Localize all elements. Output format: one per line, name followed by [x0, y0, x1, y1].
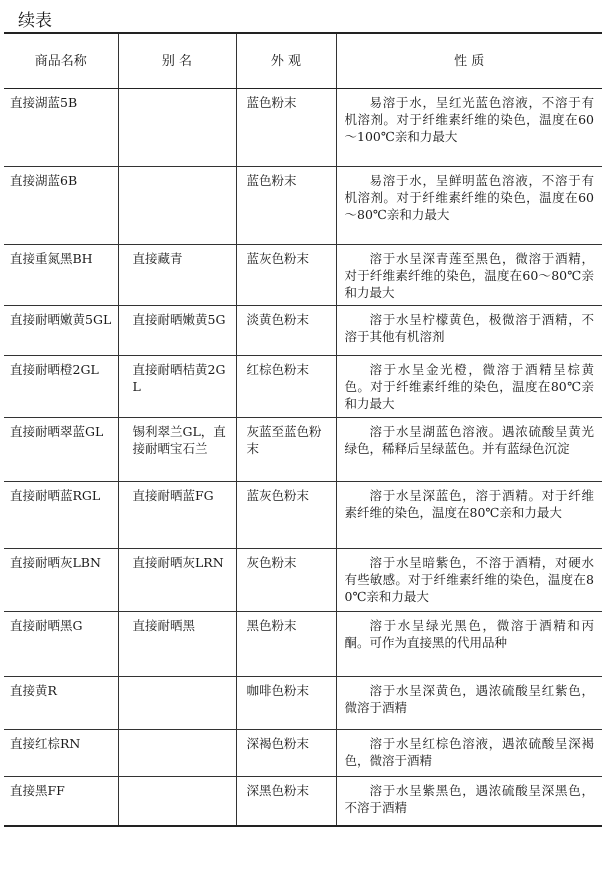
dye-table: [4, 32, 602, 827]
cell-product-name: 直接耐晒蓝RGL: [4, 482, 118, 549]
table-row: [4, 612, 602, 677]
header-properties: 性 质: [336, 33, 602, 89]
cell-alias: 直接耐晒嫩黄5G: [118, 306, 236, 356]
cell-product-name: 直接耐晒黑G: [4, 612, 118, 677]
cell-alias: 直接藏青: [118, 245, 236, 306]
cell-product-name: 直接耐晒嫩黄5GL: [4, 306, 118, 356]
cell-product-name: 直接湖蓝5B: [4, 89, 118, 167]
table-row: [4, 482, 602, 549]
cell-alias: 直接耐晒黑: [118, 612, 236, 677]
cell-product-name: 直接红棕RN: [4, 730, 118, 777]
table-row: [4, 306, 602, 356]
cell-alias: [118, 730, 236, 777]
cell-properties: 易溶于水，呈鲜明蓝色溶液，不溶于有机溶剂。对于纤维素纤维的染色，温度在60～80℃亲和力最大: [336, 167, 602, 245]
cell-appearance: 黑色粉末: [236, 612, 336, 677]
table-row: [4, 356, 602, 418]
table-row: [4, 549, 602, 612]
cell-product-name: 直接湖蓝6B: [4, 167, 118, 245]
header-alias: 别 名: [118, 33, 236, 89]
cell-properties: 溶于水呈红棕色溶液，遇浓硫酸呈深褐色，微溶于酒精: [336, 730, 602, 777]
cell-product-name: 直接重氮黑BH: [4, 245, 118, 306]
cell-appearance: 灰蓝至蓝色粉末: [236, 418, 336, 482]
cell-properties: 溶于水呈湖蓝色溶液。遇浓硫酸呈黄光绿色，稀释后呈绿蓝色。并有蓝绿色沉淀: [336, 418, 602, 482]
cell-product-name: 直接耐晒翠蓝GL: [4, 418, 118, 482]
cell-alias: [118, 167, 236, 245]
table-row: [4, 418, 602, 482]
cell-appearance: 淡黄色粉末: [236, 306, 336, 356]
table-header-row: [4, 33, 602, 89]
table-row: [4, 245, 602, 306]
cell-properties: 溶于水呈金光橙，微溶于酒精呈棕黄色。对于纤维素纤维的染色，温度在80℃亲和力最大: [336, 356, 602, 418]
cell-appearance: 深黑色粉末: [236, 777, 336, 826]
cell-appearance: 红棕色粉末: [236, 356, 336, 418]
cell-properties: 溶于水呈暗紫色，不溶于酒精，对硬水有些敏感。对于纤维素纤维的染色，温度在80℃亲和力最大: [336, 549, 602, 612]
cell-product-name: 直接黑FF: [4, 777, 118, 826]
cell-appearance: 灰色粉末: [236, 549, 336, 612]
cell-appearance: 蓝色粉末: [236, 89, 336, 167]
cell-appearance: 深褐色粉末: [236, 730, 336, 777]
cell-alias: 锡利翠兰GL，直接耐晒宝石兰: [118, 418, 236, 482]
cell-appearance: 蓝灰色粉末: [236, 482, 336, 549]
cell-alias: [118, 677, 236, 730]
cell-appearance: 咖啡色粉末: [236, 677, 336, 730]
cell-properties: 溶于水呈紫黑色，遇浓硫酸呈深黑色，不溶于酒精: [336, 777, 602, 826]
cell-product-name: 直接耐晒橙2GL: [4, 356, 118, 418]
cell-properties: 易溶于水，呈红光蓝色溶液，不溶于有机溶剂。对于纤维素纤维的染色，温度在60～100℃亲和力最大: [336, 89, 602, 167]
cell-alias: 直接耐晒灰LRN: [118, 549, 236, 612]
table-row: [4, 167, 602, 245]
cell-alias: [118, 777, 236, 826]
cell-appearance: 蓝色粉末: [236, 167, 336, 245]
cell-product-name: 直接耐晒灰LBN: [4, 549, 118, 612]
header-appearance: 外 观: [236, 33, 336, 89]
cell-properties: 溶于水呈深蓝色，溶于酒精。对于纤维素纤维的染色，温度在80℃亲和力最大: [336, 482, 602, 549]
cell-alias: [118, 89, 236, 167]
header-name: 商品名称: [4, 33, 118, 89]
page-title: 续表: [18, 11, 52, 31]
cell-product-name: 直接黄R: [4, 677, 118, 730]
cell-properties: 溶于水呈深青莲至黑色，微溶于酒精，对于纤维素纤维的染色，温度在60～80℃亲和力最大: [336, 245, 602, 306]
table-row: [4, 730, 602, 777]
table-row: [4, 677, 602, 730]
cell-alias: 直接耐晒蓝FG: [118, 482, 236, 549]
table-row: [4, 89, 602, 167]
table-row: [4, 777, 602, 826]
cell-appearance: 蓝灰色粉末: [236, 245, 336, 306]
cell-properties: 溶于水呈深黄色，遇浓硫酸呈红紫色，微溶于酒精: [336, 677, 602, 730]
cell-properties: 溶于水呈绿光黑色，微溶于酒精和丙酮。可作为直接黑的代用品种: [336, 612, 602, 677]
cell-alias: 直接耐晒桔黄2GL: [118, 356, 236, 418]
cell-properties: 溶于水呈柠檬黄色，极微溶于酒精，不溶于其他有机溶剂: [336, 306, 602, 356]
